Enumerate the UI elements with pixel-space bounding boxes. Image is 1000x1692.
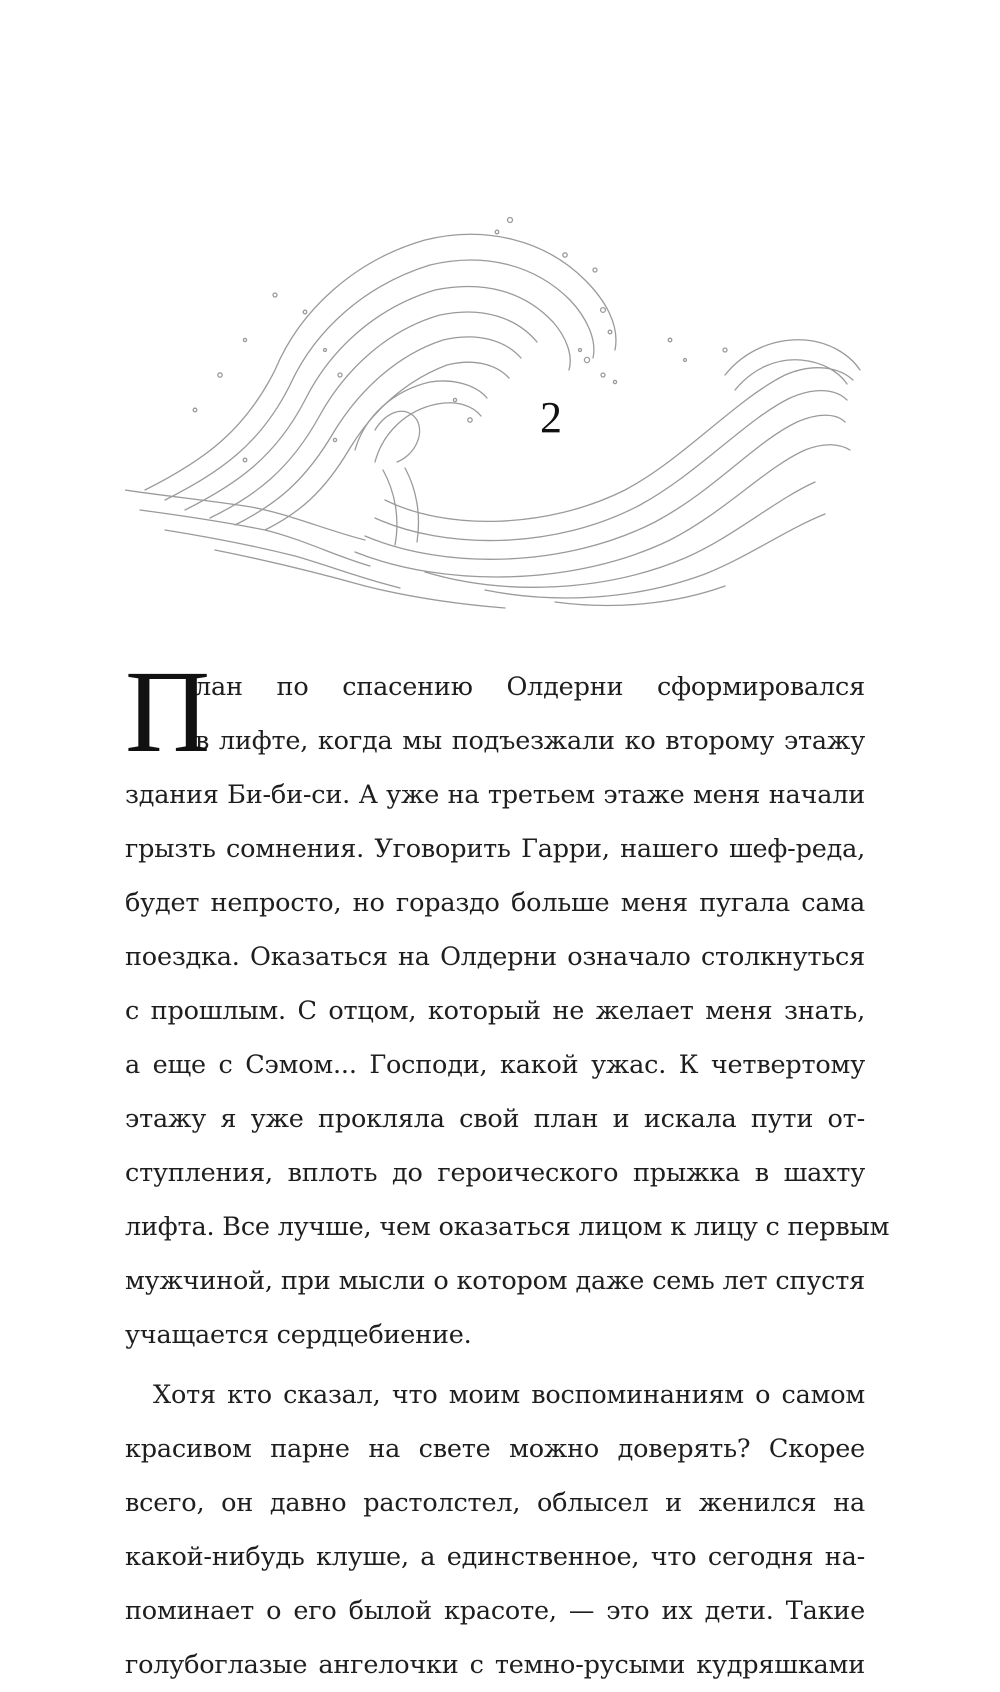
text-line: всего, он давно растолстел, облысел и женился на: [125, 1488, 865, 1518]
paragraph: [125, 646, 890, 1362]
text-line: с прошлым. С отцом, который не желает меня знать,: [125, 996, 865, 1026]
wave-illustration: [125, 200, 885, 620]
chapter-number: 2: [540, 393, 562, 442]
text-line: голубоглазые ангелочки с темно-русыми кудряшками: [125, 1650, 865, 1680]
body-text: [125, 646, 890, 1692]
text-line: учащается сердцебиение.: [125, 1320, 472, 1350]
text-line: грызть сомнения. Уговорить Гарри, нашего шеф-реда,: [125, 834, 865, 864]
text-line: лифта. Все лучше, чем оказаться лицом к лицу с первым: [125, 1212, 890, 1242]
text-line: этажу я уже прокляла свой план и искала пути от-: [125, 1104, 865, 1134]
text-line: лан по спасению Олдерни сформировался: [195, 672, 865, 702]
text-line: в лифте, когда мы подъезжали ко второму этажу: [195, 726, 865, 756]
text-line: красивом парне на свете можно доверять? Скорее: [125, 1434, 865, 1464]
text-line: какой-нибудь клуше, а единственное, что сегодня на-: [125, 1542, 865, 1572]
text-line: поездка. Оказаться на Олдерни означало столкнуться: [125, 942, 865, 972]
text-line: ступления, вплоть до героического прыжка в шахту: [125, 1158, 865, 1188]
text-line: поминает о его былой красоте, — это их дети. Такие: [125, 1596, 865, 1626]
paragraph: [125, 1368, 865, 1692]
text-line: здания Би-би-си. А уже на третьем этаже меня начали: [125, 780, 865, 810]
text-line: мужчиной, при мысли о котором даже семь лет спустя: [125, 1266, 865, 1296]
drop-cap: П: [125, 646, 211, 777]
text-line: будет непросто, но гораздо больше меня пугала сама: [125, 888, 865, 918]
text-line: Хотя кто сказал, что моим воспоминаниям о самом: [153, 1380, 865, 1410]
text-line: а еще с Сэмом... Господи, какой ужас. К четвертому: [125, 1050, 865, 1080]
